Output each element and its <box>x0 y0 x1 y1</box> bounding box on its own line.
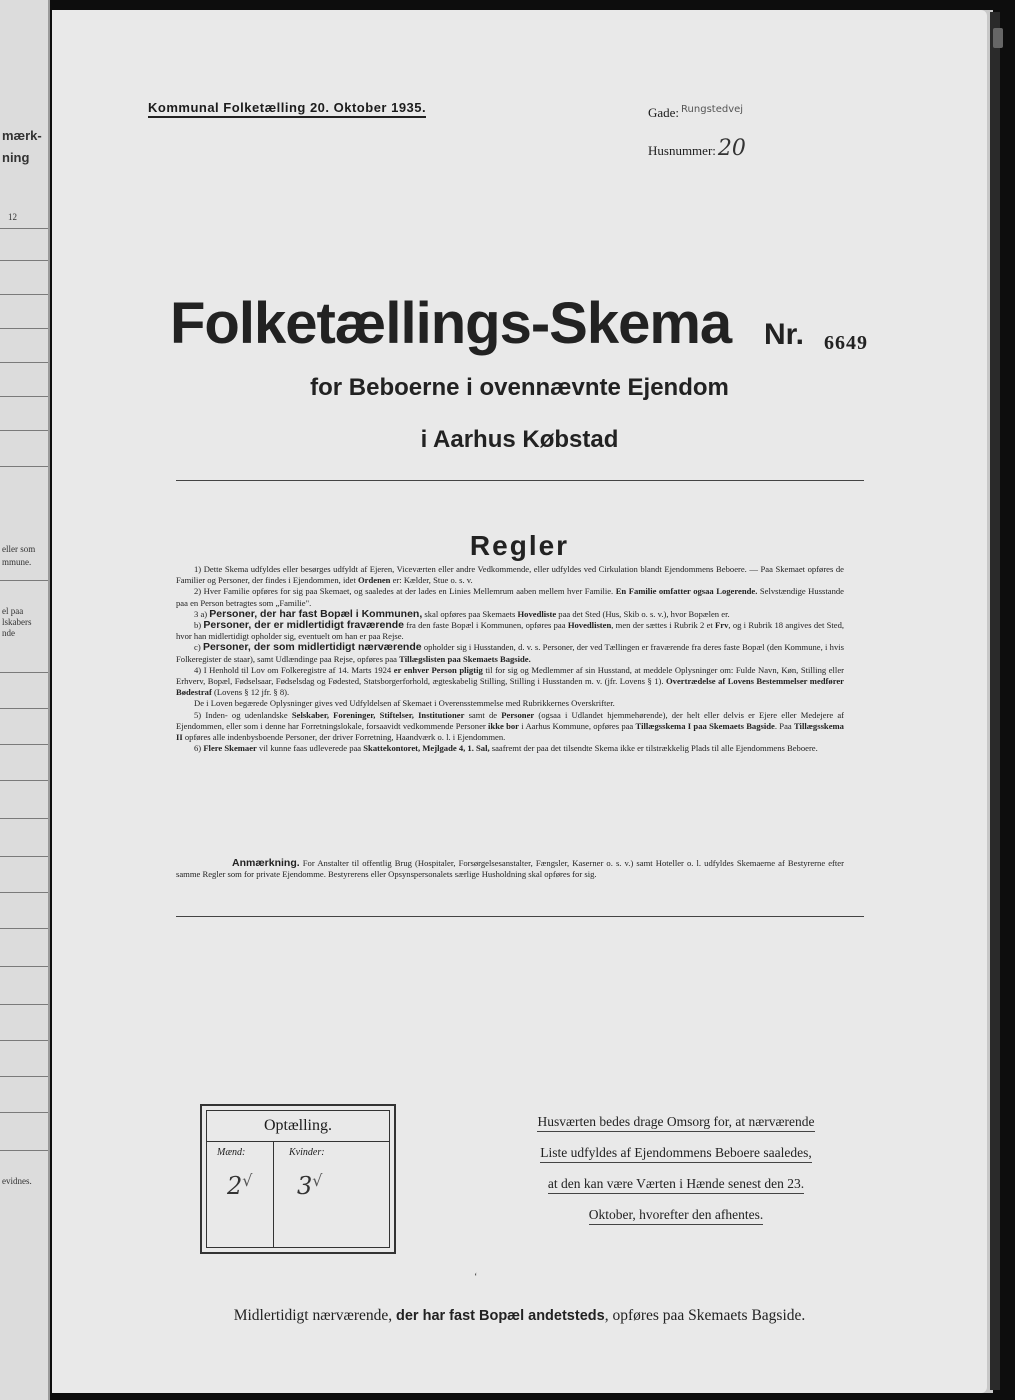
house-number-value: 20 <box>717 136 746 161</box>
rules-heading: Regler <box>469 530 570 561</box>
men-label: Mænd: <box>217 1147 246 1158</box>
divider-top <box>176 480 864 481</box>
notice-line: Husværten bedes drage Omsorg for, at nærværende <box>537 1114 814 1132</box>
rule-3b: b) Personer, der er midlertidigt fraværende fra den faste Bopæl i Kommunen, opføres paa Hovedlisten, men der sættes i Rubrik 2 et Frv, og i Rubrik 18 angives det Sted, hvor han midlertidigt opholder sig, eventuelt om han er paa Rejse. <box>176 619 845 642</box>
prev-page-fragment: ning <box>2 150 30 165</box>
count-box <box>200 1104 396 1254</box>
house-number-field <box>648 136 746 161</box>
house-number-label: Husnummer: <box>648 143 716 158</box>
prev-page-fragment: el paa <box>2 606 24 616</box>
annotation-note <box>176 858 844 880</box>
prev-page-fragment: mmune. <box>2 557 32 567</box>
checkmark-icon: √ <box>242 1171 253 1190</box>
rule-6: 6) Flere Skemaer vil kunne faas udleverede paa Skattekontoret, Mejlgade 4, 1. Sal, saafremt der paa det tilsendte Skema ikke er tilstrækkelig Plads til alle Ejendommens Beboere. <box>194 743 818 754</box>
previous-page-strip <box>0 0 50 1400</box>
rule-3a: 3 a) Personer, der har fast Bopæl i Kommunen, skal opføres paa Skemaets Hovedliste paa det Sted (Hus, Skib o. s. v.), hvor Bopælen er. <box>194 607 730 620</box>
census-header: Kommunal Folketælling 20. Oktober 1935. <box>148 100 426 118</box>
divider-bottom <box>176 916 864 917</box>
landlord-notice <box>506 1106 846 1230</box>
form-number-label: Nr. <box>764 318 805 351</box>
street-label: Gade: <box>648 105 680 120</box>
census-form-page <box>52 10 987 1393</box>
annotation-text: For Anstalter til offentlig Brug (Hospitaler, Forsørgelsesanstalter, Fængsler, Kaserner o. s. v.) samt Hoteller o. l. udfyldes Skemaerne af Bestyrerne efter samme Regler som for private Ejendomme. Bestyrerens eller Opsynspersonalets særlige Husholdning skal opføres for sig. <box>176 858 844 880</box>
stray-mark-icon: ‘ <box>474 1272 478 1283</box>
notice-line: at den kan være Værten i Hænde senest den 23. <box>548 1176 804 1194</box>
rule-2: 2) Hver Familie opføres for sig paa Skemaet, og saaledes at der lades en Linies Mellemrum aaben mellem hver Familie. En Familie omfatter ogsaa Logerende. Selvstændige Husstande paa en Person betragtes som „Familie". <box>176 586 844 608</box>
annotation-heading: Anmærkning. <box>232 857 300 869</box>
form-number-value: 6649 <box>824 332 868 354</box>
checkmark-icon: √ <box>312 1171 323 1190</box>
prev-page-fragment: lskabers <box>2 617 32 627</box>
notice-line: Liste udfyldes af Ejendommens Beboere saaledes, <box>540 1145 811 1163</box>
street-value: Rungstedvej <box>681 104 744 115</box>
men-count: 2√ <box>227 1171 253 1200</box>
prev-page-fragment: mærk- <box>2 128 42 143</box>
subtitle-residents: for Beboerne i ovennævnte Ejendom <box>310 374 729 401</box>
women-label: Kvinder: <box>289 1147 325 1158</box>
rule-4: 4) I Henhold til Lov om Folkeregistre af 14. Marts 1924 er enhver Person pligtig til for sig og Medlemmer af sin Husstand, at meddele Oplysninger om: Fulde Navn, Køn, Stilling eller Erhverv, Bopæl, Fødselsaar, Fødselsdag og Fødested, Statsborgerforhold, ægteskabelig Stilling, Stilling i Husstanden m. v. (jfr. Lovens § 1). Overtrædelse af Lovens Bestemmelser medfører Bødestraf (Lovens § 12 jfr. § 8). <box>176 664 844 698</box>
prev-page-fragment: 12 <box>8 212 17 222</box>
rules-text <box>176 564 844 754</box>
binding-shadow <box>990 12 1000 1390</box>
form-title: Folketællings-Skema <box>170 291 732 356</box>
rule-3c: c) Personer, der som midlertidigt nærværende opholder sig i Husstanden, d. v. s. Personer, der ved Tællingen er fraværende fra deres faste Bopæl (den Kommune, i hvis Folkeregister de staar), samt Udlændinge paa Rejse, opføres paa Tillægslisten paa Skemaets Bagside. <box>176 641 844 664</box>
rule-1: 1) Dette Skema udfyldes eller besørges udfyldt af Ejeren, Viceværten eller andre Vedkommende, eller udfyldes ved Cirkulation blandt Ejendommens Beboere. — Paa Skemaet opføres de Familier og Personer, der findes i Ejendommen, idet Ordenen er: Kælder, Stue o. s. v. <box>176 564 844 586</box>
women-count: 3√ <box>297 1171 323 1200</box>
count-title: Optælling. <box>263 1117 332 1134</box>
street-field <box>648 104 743 121</box>
prev-page-fragment: eller som <box>2 544 36 554</box>
footer-note: Midlertidigt nærværende, der har fast Bopæl andetsteds, opføres paa Skemaets Bagside. <box>233 1307 806 1324</box>
rule-5: 5) Inden- og udenlandske Selskaber, Foreninger, Stiftelser, Institutioner samt de Personer (ogsaa i Udlandet hjemmehørende), der helt eller delvis er Ejere eller Medejere af Ejendommen, eller som i denne har Forretningslokale, forsaavidt vedkommende Personer ikke bor i Aarhus Kommune, opføres paa Tillægsskema I paa Skemaets Bagside. Paa Tillægsskema II opføres alle indenbysboende Personer, der driver Forretning, Haandværk o. l. i Ejendommen. <box>176 709 844 743</box>
prev-page-fragment: evidnes. <box>2 1176 32 1186</box>
prev-page-fragment: nde <box>2 628 15 638</box>
subtitle-city: i Aarhus Købstad <box>420 426 619 453</box>
binder-clip <box>993 28 1003 48</box>
notice-line: Oktober, hvorefter den afhentes. <box>589 1207 764 1225</box>
rule-4-note: De i Loven begærede Oplysninger gives ved Udfyldelsen af Skemaet i Overensstemmelse med Rubrikkernes Overskrifter. <box>194 698 615 709</box>
